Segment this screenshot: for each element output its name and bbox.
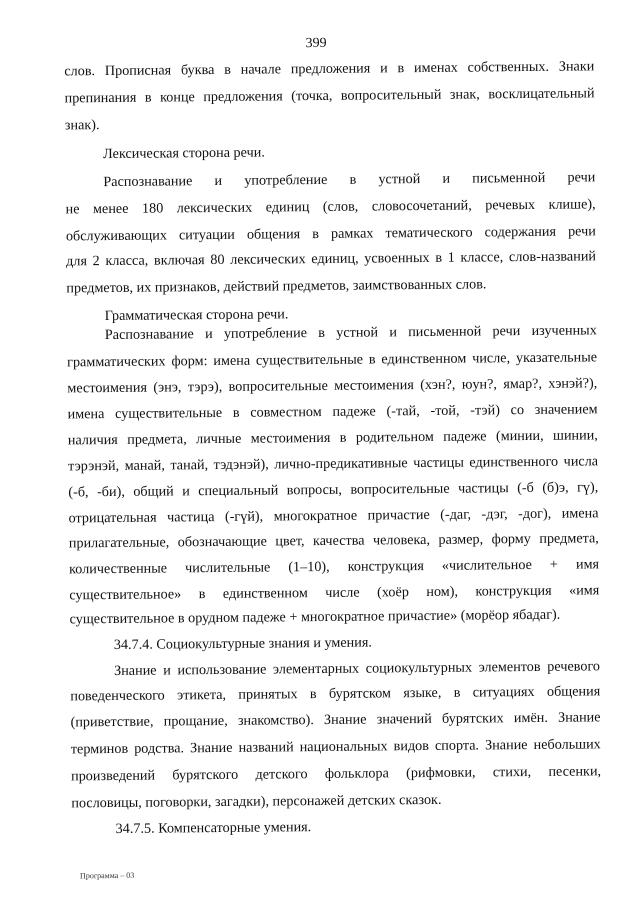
word: лично-предикативные bbox=[274, 455, 408, 473]
word: (-даг, bbox=[440, 506, 472, 523]
word: 180 bbox=[141, 200, 164, 217]
word: фольклора bbox=[324, 765, 389, 782]
word: речи bbox=[567, 223, 596, 240]
word: употребление bbox=[244, 171, 328, 189]
word: бурятском bbox=[328, 685, 392, 702]
word: употребление bbox=[223, 325, 308, 342]
word: указательные bbox=[515, 349, 598, 367]
word: конструкция bbox=[475, 582, 552, 600]
word: в bbox=[198, 586, 206, 603]
text-line bbox=[68, 399, 598, 424]
text-line bbox=[66, 246, 596, 271]
word: видов bbox=[393, 737, 430, 755]
word: многократное bbox=[273, 507, 358, 525]
text-line bbox=[67, 373, 597, 398]
word: этикета, bbox=[176, 686, 227, 704]
word: причастие bbox=[367, 506, 430, 524]
text-line: знак). bbox=[64, 117, 100, 134]
word: местоимения bbox=[67, 379, 148, 397]
word: родительном bbox=[355, 428, 434, 446]
word: существительное» bbox=[69, 586, 182, 604]
word: спорта. bbox=[434, 737, 480, 754]
word: и bbox=[204, 326, 213, 343]
word: речи bbox=[567, 169, 596, 186]
word: общения bbox=[246, 226, 301, 243]
word: усвоенных bbox=[364, 249, 430, 267]
word: предложения bbox=[290, 60, 371, 78]
word: восклицательный bbox=[488, 85, 595, 103]
text-line: Грамматическая сторона речи. bbox=[104, 306, 289, 325]
word: слов. bbox=[64, 63, 96, 80]
word: имён. bbox=[513, 709, 548, 727]
text-line bbox=[64, 83, 594, 108]
text-line bbox=[67, 347, 597, 372]
word: тэрэнэй, bbox=[68, 457, 120, 475]
word: личные bbox=[196, 430, 242, 448]
word: (хэн?, bbox=[420, 376, 456, 394]
word: цвет, bbox=[275, 533, 305, 550]
word: Распознавание bbox=[104, 326, 194, 344]
word: единственном bbox=[222, 585, 308, 602]
word: -дэг, bbox=[481, 506, 508, 523]
text-line bbox=[68, 425, 598, 450]
word: (-гүй), bbox=[224, 508, 264, 525]
word: ситуации bbox=[178, 226, 235, 244]
word: частица bbox=[166, 509, 215, 526]
word: числе, bbox=[472, 350, 511, 367]
word: (энэ, bbox=[153, 379, 182, 396]
word: 80 bbox=[210, 251, 225, 269]
word: элементов bbox=[478, 658, 541, 676]
word: Знание bbox=[113, 662, 157, 679]
word: предложения bbox=[203, 88, 283, 106]
word: вопросительные bbox=[228, 377, 328, 395]
word: в bbox=[453, 684, 461, 701]
word: местоимения bbox=[334, 377, 414, 394]
word: местоимения bbox=[250, 429, 331, 447]
word: детского bbox=[255, 766, 308, 783]
word: со bbox=[510, 402, 525, 419]
word: родства. bbox=[134, 740, 185, 757]
text-line bbox=[69, 503, 599, 528]
word: и bbox=[379, 60, 388, 77]
word: использование bbox=[177, 661, 267, 679]
word: 2 bbox=[92, 253, 100, 270]
word: препинания bbox=[64, 89, 137, 107]
word: в bbox=[349, 171, 357, 188]
text-line bbox=[71, 734, 601, 759]
text-line: 34.7.5. Компенсаторные умения. bbox=[115, 819, 312, 837]
word: (минии, bbox=[495, 427, 544, 445]
word: Знание bbox=[484, 737, 528, 754]
word: (слов, bbox=[322, 198, 359, 215]
word: Знание bbox=[323, 711, 367, 728]
word: существительные bbox=[115, 404, 223, 422]
word: количественные bbox=[69, 560, 168, 578]
text-line bbox=[69, 554, 599, 579]
word: в bbox=[397, 60, 405, 77]
word: (приветствие, bbox=[70, 713, 154, 731]
word: размер, bbox=[438, 531, 484, 548]
word: юун?, bbox=[461, 376, 498, 393]
text-line: 34.7.4. Социокультурные знания и умения. bbox=[113, 634, 372, 653]
word: лексических bbox=[176, 199, 253, 217]
word: в bbox=[339, 429, 347, 446]
word: социокультурных bbox=[365, 659, 473, 677]
word: единственном bbox=[381, 350, 467, 368]
word: прилагательные, bbox=[68, 534, 170, 552]
text-line bbox=[69, 580, 599, 605]
word: именах bbox=[413, 59, 458, 77]
word: частицы bbox=[413, 454, 464, 472]
word: общий bbox=[133, 483, 174, 500]
word: (рифмовки, bbox=[406, 764, 476, 782]
word: -тэй) bbox=[470, 402, 500, 419]
word: письменной bbox=[472, 169, 546, 187]
word: -той, bbox=[430, 402, 460, 419]
word: конце bbox=[159, 89, 195, 106]
word: совместном bbox=[250, 403, 322, 421]
word: «числительное bbox=[441, 556, 532, 574]
text-line: пословицы, поговорки, загадки), персонажей детских сказок. bbox=[71, 791, 442, 812]
word: ситуациях bbox=[472, 683, 535, 701]
text-line: Лексическая сторона речи. bbox=[103, 144, 265, 163]
word: (хоёр bbox=[377, 584, 409, 601]
word: имена bbox=[67, 406, 105, 423]
word: языке, bbox=[403, 684, 442, 702]
word: тэдэнэй), bbox=[213, 456, 269, 474]
word: единственного bbox=[469, 453, 559, 471]
word: частицы bbox=[457, 480, 509, 497]
word: изученных bbox=[531, 322, 597, 339]
word: конструкция bbox=[347, 558, 424, 575]
word: существительные bbox=[255, 351, 364, 369]
word: имя bbox=[575, 556, 600, 573]
word: специальный bbox=[198, 482, 279, 500]
word: принятых bbox=[238, 686, 298, 703]
text-line: существительное в орудном падеже + многократное причастие» (морёор ябадаг). bbox=[69, 606, 561, 628]
word: падеже bbox=[332, 403, 376, 420]
word: речи bbox=[492, 323, 521, 340]
word: и bbox=[214, 172, 223, 189]
word: знакомство). bbox=[237, 712, 314, 729]
word: человека, bbox=[372, 531, 431, 549]
word: бурятского bbox=[172, 766, 239, 784]
word: слов-названий bbox=[508, 248, 597, 266]
word: грамматических bbox=[67, 353, 166, 371]
word: отрицательная bbox=[68, 509, 157, 527]
text-line: предметов, их признаков, действий предметов, заимствованных слов. bbox=[66, 276, 487, 297]
text-line bbox=[69, 528, 599, 553]
word: письменной bbox=[408, 323, 482, 341]
word: в bbox=[144, 89, 152, 106]
word: поведенческого bbox=[70, 687, 165, 705]
text-line bbox=[70, 707, 600, 732]
word: речевых bbox=[485, 196, 536, 214]
word: бурятских bbox=[441, 710, 504, 727]
word: единиц bbox=[265, 199, 310, 216]
word: Знаки bbox=[558, 58, 595, 75]
word: стихи, bbox=[492, 763, 532, 781]
text-line bbox=[105, 320, 597, 345]
word: падеже bbox=[443, 428, 487, 445]
word: включая bbox=[153, 252, 205, 269]
word: предмета, bbox=[539, 530, 599, 547]
word: качества bbox=[312, 532, 365, 550]
text-line bbox=[70, 681, 600, 706]
word: вопросительный bbox=[340, 86, 442, 104]
text-line bbox=[114, 656, 600, 681]
text-line bbox=[71, 761, 601, 786]
word: произведений bbox=[71, 767, 156, 785]
word: имена bbox=[561, 505, 599, 522]
text-line bbox=[64, 56, 594, 81]
text-line bbox=[68, 451, 598, 476]
word: устной bbox=[336, 324, 379, 341]
word: (точка, bbox=[291, 87, 333, 105]
word: классе, bbox=[460, 249, 504, 266]
word: вопросы, bbox=[286, 481, 343, 499]
word: «имя bbox=[569, 582, 600, 599]
word: числительные bbox=[185, 559, 271, 577]
word: в bbox=[309, 686, 317, 703]
word: не bbox=[65, 201, 80, 218]
word: хэнэй?), bbox=[548, 375, 598, 392]
word: -би), bbox=[96, 483, 125, 501]
word: национальных bbox=[299, 738, 388, 756]
word: в bbox=[224, 61, 232, 78]
word: ямар?, bbox=[503, 375, 543, 393]
word: элементарных bbox=[272, 660, 360, 678]
word: числе bbox=[325, 584, 360, 601]
word: значением bbox=[534, 401, 598, 418]
word: Знание bbox=[189, 739, 233, 757]
word: и bbox=[182, 483, 190, 500]
word: 1 bbox=[447, 249, 455, 266]
word: тематического bbox=[385, 224, 473, 242]
word: значений bbox=[376, 710, 432, 728]
word: ном), bbox=[426, 583, 459, 600]
word: в bbox=[435, 249, 443, 266]
word: названий bbox=[238, 739, 294, 756]
word: песенки, bbox=[548, 763, 602, 780]
word: класса, bbox=[105, 252, 149, 270]
word: вопросительные bbox=[350, 480, 450, 498]
word: знак, bbox=[449, 86, 480, 103]
text-line bbox=[103, 167, 595, 192]
word: -дог), bbox=[518, 505, 552, 523]
word: для bbox=[66, 253, 88, 270]
word: в bbox=[368, 351, 376, 368]
word: танай, bbox=[170, 457, 209, 474]
word: в bbox=[232, 404, 240, 421]
word: прощание, bbox=[163, 712, 228, 730]
word: (-тай, bbox=[386, 403, 420, 420]
word: буква bbox=[180, 61, 215, 79]
word: лексических bbox=[230, 251, 306, 268]
footer-label: Программа – 03 bbox=[79, 870, 135, 881]
word: Знание bbox=[557, 709, 601, 726]
word: наличия bbox=[67, 431, 118, 449]
word: форм: bbox=[171, 353, 208, 370]
word: предмета, bbox=[127, 431, 187, 448]
word: (б)э, bbox=[542, 479, 569, 496]
word: (-б bbox=[517, 479, 534, 497]
word: и bbox=[163, 662, 171, 679]
word: манай, bbox=[124, 457, 165, 474]
word: словосочетаний, bbox=[371, 197, 472, 215]
word: единиц, bbox=[311, 250, 359, 268]
word: тэрэ), bbox=[187, 378, 223, 396]
word: форму bbox=[491, 530, 531, 548]
word: Прописная bbox=[104, 62, 172, 80]
text-line bbox=[66, 221, 596, 246]
word: + bbox=[549, 556, 558, 573]
word: (1–10), bbox=[288, 558, 330, 576]
word: в bbox=[312, 226, 320, 243]
word: клише), bbox=[548, 196, 596, 213]
word: шинии, bbox=[552, 427, 598, 444]
word: обслуживающих bbox=[65, 227, 167, 245]
word: рамках bbox=[330, 225, 374, 242]
word: небольших bbox=[533, 736, 601, 753]
word: обозначающие bbox=[177, 533, 267, 551]
word: имена bbox=[213, 352, 251, 370]
word: собственных. bbox=[467, 58, 550, 76]
word: начале bbox=[240, 61, 282, 78]
page-number: 399 bbox=[305, 35, 327, 52]
word: и bbox=[389, 324, 397, 341]
word: менее bbox=[92, 200, 129, 218]
word: числа bbox=[563, 453, 599, 470]
word: в bbox=[318, 324, 326, 342]
word: общения bbox=[546, 683, 601, 700]
word: (-б, bbox=[68, 484, 89, 501]
text-line bbox=[68, 477, 598, 502]
word: терминов bbox=[70, 740, 129, 758]
word: содержания bbox=[484, 223, 557, 241]
word: Распознавание bbox=[103, 173, 193, 191]
word: устной bbox=[378, 171, 421, 188]
word: и bbox=[442, 170, 451, 187]
word: гү), bbox=[576, 479, 599, 496]
word: речевого bbox=[547, 658, 601, 675]
text-line bbox=[66, 194, 596, 219]
